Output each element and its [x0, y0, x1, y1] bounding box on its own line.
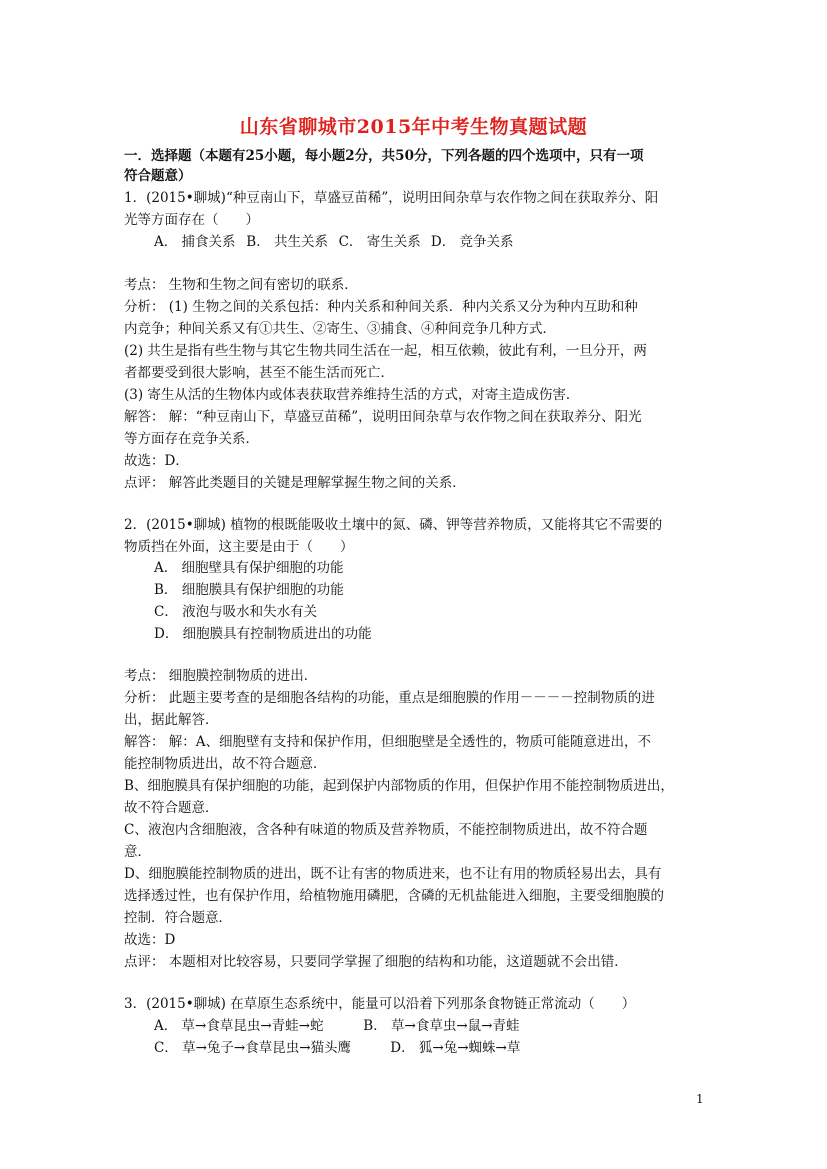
q3-option-c: C． 草→兔子→食草昆虫→猫头鹰 — [154, 1040, 352, 1056]
q2-jieda-line2: 能控制物质进出，故不符合题意． — [124, 756, 327, 772]
q1-option-c: C． 寄生关系 — [338, 234, 421, 250]
q1-stem-line1: 1．(2015•聊城)“种豆南山下，草盛豆苗稀”，说明田间杂草与农作物之间在获取养分、阳 — [124, 190, 659, 206]
section-heading-line2: 符合题意） — [124, 168, 192, 184]
q3-option-b: B． 草→食草虫→鼠→青蛙 — [363, 1018, 520, 1034]
page-title: 山东省聊城市2015年中考生物真题试题 — [239, 116, 588, 138]
q1-dianping: 点评： 解答此类题目的关键是理解掌握生物之间的关系． — [124, 475, 466, 491]
q2-jieda-line5: C、液泡内含细胞液，含各种有味道的物质及营养物质，不能控制物质进出，故不符合题 — [124, 822, 648, 838]
q2-jieda-line7: D、细胞膜能控制物质的进出，既不让有害的物质进来，也不让有用的物质轻易出去，具有 — [124, 866, 662, 882]
q2-option-d: D． 细胞膜具有控制物质进出的功能 — [154, 626, 372, 642]
q2-stem-line2: 物质挡在外面，这主要是由于（ ） — [124, 539, 354, 555]
q3-stem: 3．(2015•聊城) 在草原生态系统中，能量可以沿着下列那条食物链正常流动（ ） — [124, 996, 636, 1012]
q1-stem-line2: 光等方面存在（ ） — [124, 212, 259, 228]
q1-fenxi-line5: (3) 寄生从活的生物体内或体表获取营养维持生活的方式，对寄主造成伤害． — [124, 387, 580, 403]
q1-answer: 故选：D． — [124, 453, 189, 469]
q1-fenxi-line1: 分析： (1) 生物之间的关系包括：种内关系和种间关系．种内关系又分为种内互助和种 — [124, 299, 638, 315]
q2-fenxi-line1: 分析： 此题主要考查的是细胞各结构的功能，重点是细胞膜的作用－－－－控制物质的进 — [124, 690, 655, 706]
q1-kaodian: 考点： 生物和生物之间有密切的联系． — [124, 277, 358, 293]
q3-option-d: D． 狐→兔→蜘蛛→草 — [390, 1040, 521, 1056]
q1-jieda-line2: 等方面存在竞争关系． — [124, 431, 259, 447]
q1-jieda-line1: 解答： 解：“种豆南山下，草盛豆苗稀”，说明田间杂草与农作物之间在获取养分、阳光 — [124, 409, 642, 425]
q2-jieda-line4: 故不符合题意． — [124, 800, 219, 816]
q2-jieda-line6: 意． — [124, 844, 151, 860]
q1-option-b: B． 共生关系 — [246, 234, 329, 250]
q2-stem-line1: 2．(2015•聊城) 植物的根既能吸收土壤中的氮、磷、钾等营养物质，又能将其它不需要的 — [124, 517, 663, 533]
q1-fenxi-line4: 者都要受到很大影响，甚至不能生活而死亡． — [124, 365, 394, 381]
q1-option-a: A． 捕食关系 — [154, 234, 236, 250]
q1-option-d: D． 竞争关系 — [430, 234, 514, 250]
q2-fenxi-line2: 出，据此解答． — [124, 712, 219, 728]
q2-dianping: 点评： 本题相对比较容易，只要同学掌握了细胞的结构和功能，这道题就不会出错． — [124, 954, 628, 970]
q2-jieda-line3: B、细胞膜具有保护细胞的功能，起到保护内部物质的作用，但保护作用不能控制物质进出， — [124, 778, 674, 794]
q3-option-a: A． 草→食草昆虫→青蛙→蛇 — [154, 1018, 324, 1034]
q1-options — [154, 233, 514, 251]
page-number: 1 — [696, 1092, 704, 1106]
q3-options-row2 — [154, 1039, 520, 1057]
q1-fenxi-line2: 内竞争；种间关系又有①共生、②寄生、③捕食、④种间竞争几种方式． — [124, 321, 556, 337]
q2-option-c: C． 液泡与吸水和失水有关 — [154, 604, 318, 620]
q2-kaodian: 考点： 细胞膜控制物质的进出． — [124, 668, 318, 684]
q1-fenxi-line3: (2) 共生是指有些生物与其它生物共同生活在一起，相互依赖，彼此有利，一旦分开，两 — [124, 343, 647, 359]
q3-options-row1 — [154, 1017, 519, 1035]
section-heading-line1: 一．选择题（本题有25小题，每小题2分，共50分，下列各题的四个选项中，只有一项 — [124, 148, 644, 164]
q2-option-a: A． 细胞壁具有保护细胞的功能 — [154, 560, 344, 576]
q2-answer: 故选：D — [124, 932, 176, 948]
q2-jieda-line1: 解答： 解：A、细胞壁有支持和保护作用，但细胞壁是全透性的，物质可能随意进出，不 — [124, 734, 652, 750]
q2-jieda-line8: 选择透过性，也有保护作用，给植物施用磷肥，含磷的无机盐能进入细胞，主要受细胞膜的 — [124, 888, 664, 904]
q2-option-b: B． 细胞膜具有保护细胞的功能 — [154, 582, 344, 598]
q2-jieda-line9: 控制．符合题意． — [124, 910, 232, 926]
